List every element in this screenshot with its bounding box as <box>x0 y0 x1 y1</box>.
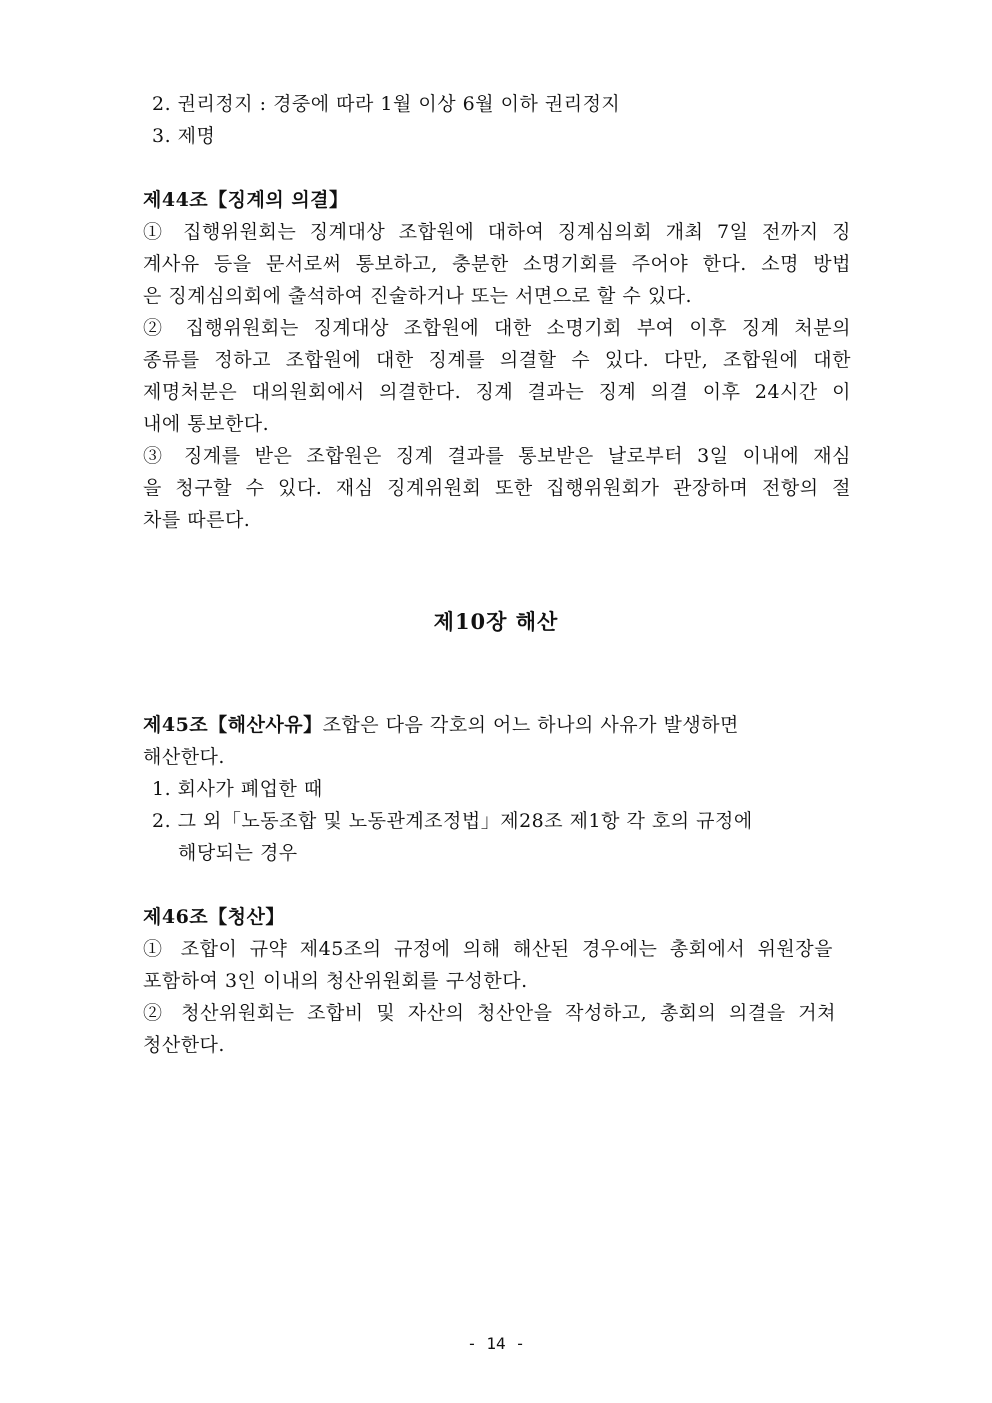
article-45-title: 제45조【해산사유】 <box>143 714 323 736</box>
article-46-line-2: 포함하여 3인 이내의 청산위원회를 구성한다. <box>143 970 528 992</box>
article-44-line-7: 내에 통보한다. <box>143 413 270 435</box>
article-46-line-1: ① 조합이 규약 제45조의 규정에 의해 해산된 경우에는 총회에서 위원장을 <box>143 938 833 960</box>
article-44-line-3: 은 징계심의회에 출석하여 진술하거나 또는 서면으로 할 수 있다. <box>143 285 693 307</box>
article-44-line-6: 제명처분은 대의원회에서 의결한다. 징계 결과는 징계 의결 이후 24시간 이 <box>143 381 851 403</box>
article-45-item-1: 1. 회사가 폐업한 때 <box>152 778 323 800</box>
article-45-intro-line-2: 해산한다. <box>143 746 225 768</box>
article-44-line-2: 계사유 등을 문서로써 통보하고, 충분한 소명기회를 주어야 한다. 소명 방법 <box>143 253 851 275</box>
article-44-line-5: 종류를 정하고 조합원에 대한 징계를 의결할 수 있다. 다만, 조합원에 대한 <box>143 349 851 371</box>
article-44-line-4: ② 집행위원회는 징계대상 조합원에 대한 소명기회 부여 이후 징계 처분의 <box>143 317 851 339</box>
article-45-item-2: 2. 그 외「노동조합 및 노동관계조정법」제28조 제1항 각 호의 규정에 <box>152 810 753 832</box>
article-44-title: 제44조【징계의 의결】 <box>143 189 349 211</box>
article-46-line-4: 청산한다. <box>143 1034 225 1056</box>
article-45-intro-text: 조합은 다음 각호의 어느 하나의 사유가 발생하면 <box>322 714 739 736</box>
article-44-line-1: ① 집행위원회는 징계대상 조합원에 대하여 징계심의회 개최 7일 전까지 징 <box>143 221 851 243</box>
article-44-line-9: 을 청구할 수 있다. 재심 징계위원회 또한 집행위원회가 관장하며 전항의 절 <box>143 477 851 499</box>
article-44-line-10: 차를 따른다. <box>143 509 251 531</box>
page-number: - 14 - <box>467 1334 525 1353</box>
prev-list-item-3: 3. 제명 <box>152 125 216 147</box>
prev-list-item-2: 2. 권리정지 : 경중에 따라 1월 이상 6월 이하 권리정지 <box>152 93 621 115</box>
article-46-title: 제46조【청산】 <box>143 906 285 928</box>
article-46-line-3: ② 청산위원회는 조합비 및 자산의 청산안을 작성하고, 총회의 의결을 거쳐 <box>143 1002 836 1024</box>
article-45-item-2-continued: 해당되는 경우 <box>178 842 298 864</box>
article-45-intro <box>143 709 739 741</box>
chapter-10-heading: 제10장 해산 <box>433 609 559 634</box>
article-44-line-8: ③ 징계를 받은 조합원은 징계 결과를 통보받은 날로부터 3일 이내에 재심 <box>143 445 851 467</box>
